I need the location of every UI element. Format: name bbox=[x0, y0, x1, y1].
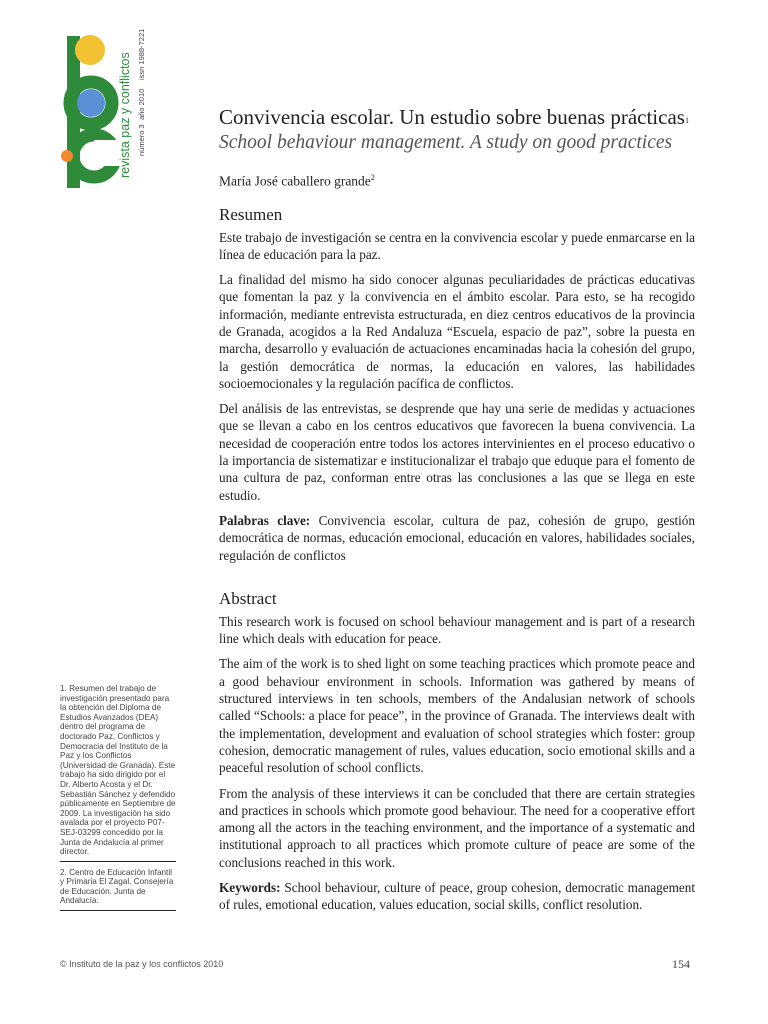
resumen-paragraph: Del análisis de las entrevistas, se desprende que hay una serie de medidas y actuaciones que se llevan a cabo en los centros educativos que favorecen la buena convivencia. La necesidad de cooperación entre todos los actores intervinientes en el proceso educativo o la importancia de sistematizar e institucionalizar el trabajo que eduque para el fomento de una cultura de paz, conforman entre otras las conclusiones a las que se llega en este estudio. bbox=[219, 401, 695, 503]
footnote-divider bbox=[60, 910, 176, 911]
article-title: Convivencia escolar. Un estudio sobre buenas prácticas$^1$ bbox=[219, 105, 689, 129]
resumen-heading: Resumen bbox=[219, 204, 283, 224]
footer-copyright: © Instituto de la paz y los conflictos 2010 bbox=[60, 959, 224, 969]
keywords bbox=[219, 879, 695, 914]
resumen-paragraph: Este trabajo de investigación se centra en la convivencia escolar y puede enmarcarse en la línea de educación para la paz. bbox=[219, 229, 695, 262]
author-footnote-ref[interactable]: 2 bbox=[370, 173, 375, 182]
issn: issn 1988-7221 bbox=[137, 28, 146, 80]
journal-logo bbox=[60, 28, 156, 194]
article-subtitle: School behaviour management. A study on good practices bbox=[219, 132, 673, 153]
abstract-paragraph: From the analysis of these interviews it can be concluded that there are certain strategies and practices in schools which promote good behaviour. The need for a cooperative effort among all the actors in the teaching environment, and the importance of a systematic and institutional approach to all practices which promote culture of peace are some of the conclusions reached in this work. bbox=[219, 785, 695, 870]
palabras-clave bbox=[219, 512, 695, 564]
footnote-divider bbox=[60, 861, 176, 862]
main-column bbox=[219, 104, 695, 922]
palabras-clave-text: Convivencia escolar, cultura de paz, cohesión de grupo, gestión democrática de normas, educación emocional, educación en valores, habilidades sociales, regulación de conflictos bbox=[219, 512, 695, 563]
issue-number: número 3 bbox=[137, 124, 146, 156]
keywords-label: Keywords: bbox=[219, 880, 281, 895]
footnote-2: 2. Centro de Educación Infantil y Primaria El Zagal. Consejería de Educación. Junta de Andalucía. bbox=[60, 867, 174, 906]
keywords-text: School behaviour, culture of peace, group cohesion, democratic management of rules, emotional education, values education, social skills, conflict resolution. bbox=[219, 880, 695, 913]
footnotes bbox=[60, 684, 176, 917]
resumen-paragraph: La finalidad del mismo ha sido conocer algunas peculiaridades de prácticas educativas que fomentan la paz y la convivencia en el ámbito escolar. Para esto, se ha recogido información, mediante entrevista estructurada, en diez centros educativos de la provincia de Granada, acogidos a la Red Andaluza “Escuela, espacio de paz”, sobre la puesta en marcha, desarrollo y evaluación de actuaciones encaminadas hacia la cohesión del grupo, la gestión democrática de normas, la educación en valores, las habilidades socioemocionales y la regulación pacífica de conflictos. bbox=[219, 272, 695, 391]
footnote-1: 1. Resumen del trabajo de investigación presentado para la obtención del Diploma de Estudios Avanzados (DEA) dentro del programa de doctorado Paz, Conflictos y Democracia del Instituto de la Paz y los Conflictos (Universidad de Granada). Este trabajo ha sido dirigido por el Dr. Alberto Acosta y el Dr. Sebastián Sánchez y defendido públicamente en Septiembre de 2009. La investigación ha sido avalada por el proyecto P07-SEJ-03299 concedido por la Junta de Andalucía al primer director. bbox=[60, 684, 176, 857]
issue-year: año 2010 bbox=[137, 88, 146, 120]
abstract-paragraph: The aim of the work is to shed light on some teaching practices which promote peace and a good behaviour environment in schools. Information was gathered by means of structured interviews in ten schools, members of the Andalusian network of schools called “Schools: a place for peace”, in the province of Granada. The interviews dealt with the implementation, development and evaluation of school strategies which foster: group cohesion, democratic management of rules, values education, socio emotional skills and a peaceful resolution of school conflicts. bbox=[219, 656, 695, 776]
palabras-clave-label: Palabras clave: bbox=[219, 512, 311, 528]
abstract-heading: Abstract bbox=[219, 588, 277, 608]
page-number: 154 bbox=[672, 957, 690, 971]
author: María José caballero grande$^2$ bbox=[219, 173, 375, 189]
journal-name: revista paz y conflictos bbox=[118, 52, 132, 178]
title-footnote-ref[interactable]: 1 bbox=[684, 116, 689, 125]
abstract-paragraph: This research work is focused on school behaviour management and is part of a research line which deals with education for peace. bbox=[219, 613, 695, 647]
